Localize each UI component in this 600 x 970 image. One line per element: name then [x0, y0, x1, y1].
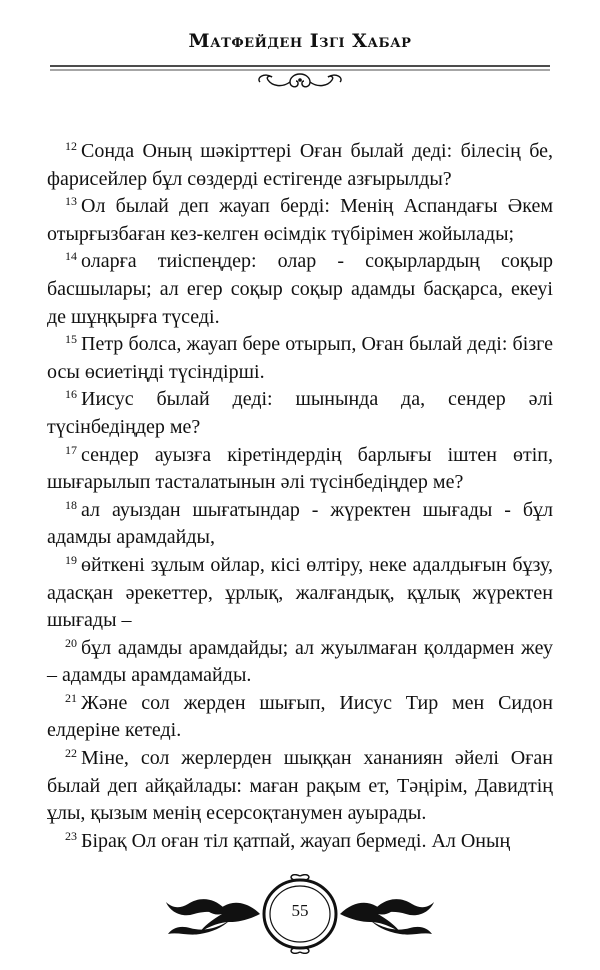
verse-17 [47, 442, 553, 497]
verse-number: 13 [65, 194, 77, 209]
verse-text: Иисус былай деді: шынында да, сендер әлі түсінбедіңдер ме? [47, 388, 553, 438]
verse-text: Міне, сол жерлерден шыққан хананиян әйелі Оған былай деп айқайлады: маған рақым ет, Тәңірім, Давидтің ұлы, қызым менің есерсоқтанумен ауырады. [47, 747, 553, 825]
verse-19 [47, 552, 553, 635]
page-title: Матфейден Ізгі Хабар [188, 30, 412, 52]
verse-text: оларға тиіспеңдер: олар - соқырлардың соқыр басшылары; ал егер соқыр соқыр адамды басқарса, екеуі де шұңқырға түседі. [47, 250, 553, 328]
header-ornament-icon [50, 64, 550, 94]
verse-20 [47, 635, 553, 690]
verse-text: өйткені зұлым ойлар, кісі өлтіру, неке адалдығын бұзу, адасқан әрекеттер, ұрлық, жалғандық, құлық жүректен шығады – [47, 553, 553, 632]
verse-18 [47, 497, 553, 552]
verse-text: ал ауыздан шығатындар - жүректен шығады - бұл адамды арамдайды, [47, 498, 553, 549]
verse-number: 18 [65, 497, 77, 512]
verse-14 [47, 248, 553, 331]
verse-13 [47, 193, 553, 248]
page-number: 55 [291, 901, 309, 920]
verse-text: Бірақ Ол оған тіл қатпай, жауап бермеді. Ал Оның [81, 829, 511, 852]
verse-23 [47, 828, 553, 856]
verse-number: 23 [65, 828, 77, 843]
verse-21 [47, 690, 553, 745]
verse-number: 14 [65, 249, 77, 264]
verse-number: 22 [65, 746, 77, 761]
verse-number: 15 [65, 332, 77, 347]
verse-number: 20 [65, 635, 77, 650]
verse-15 [47, 331, 553, 386]
verse-16 [47, 386, 553, 441]
verse-text: Сонда Оның шәкірттері Оған былай деді: білесің бе, фарисейлер бұл сөздерді естігенде азғырылды? [47, 140, 553, 190]
verse-text: бұл адамды арамдайды; ал жуылмаған қолдармен жеу – адамды арамдамайды. [47, 636, 553, 687]
verse-22 [47, 745, 553, 828]
verse-text: Және сол жерден шығып, Иисус Тир мен Сидон елдеріне кетеді. [47, 691, 553, 742]
verse-12 [47, 138, 553, 193]
verse-text: сендер ауызға кіретіндердің барлығы іштен өтіп, шығарылып тасталатынын әлі түсінбедіңдер ме? [47, 443, 553, 494]
verse-text: Петр болса, жауап бере отырып, Оған былай деді: бізге осы өсиетіңді түсіндірші. [47, 333, 553, 383]
verse-text: Ол былай деп жауап берді: Менің Аспандағы Әкем отырғызбаған кез-келген өсімдік түбірімен жойылады; [47, 195, 553, 245]
verse-number: 16 [65, 387, 77, 402]
verse-number: 12 [65, 139, 77, 153]
scripture-text [47, 138, 553, 855]
verse-number: 17 [65, 442, 77, 457]
verse-number: 19 [65, 552, 77, 567]
verse-number: 21 [65, 690, 77, 705]
